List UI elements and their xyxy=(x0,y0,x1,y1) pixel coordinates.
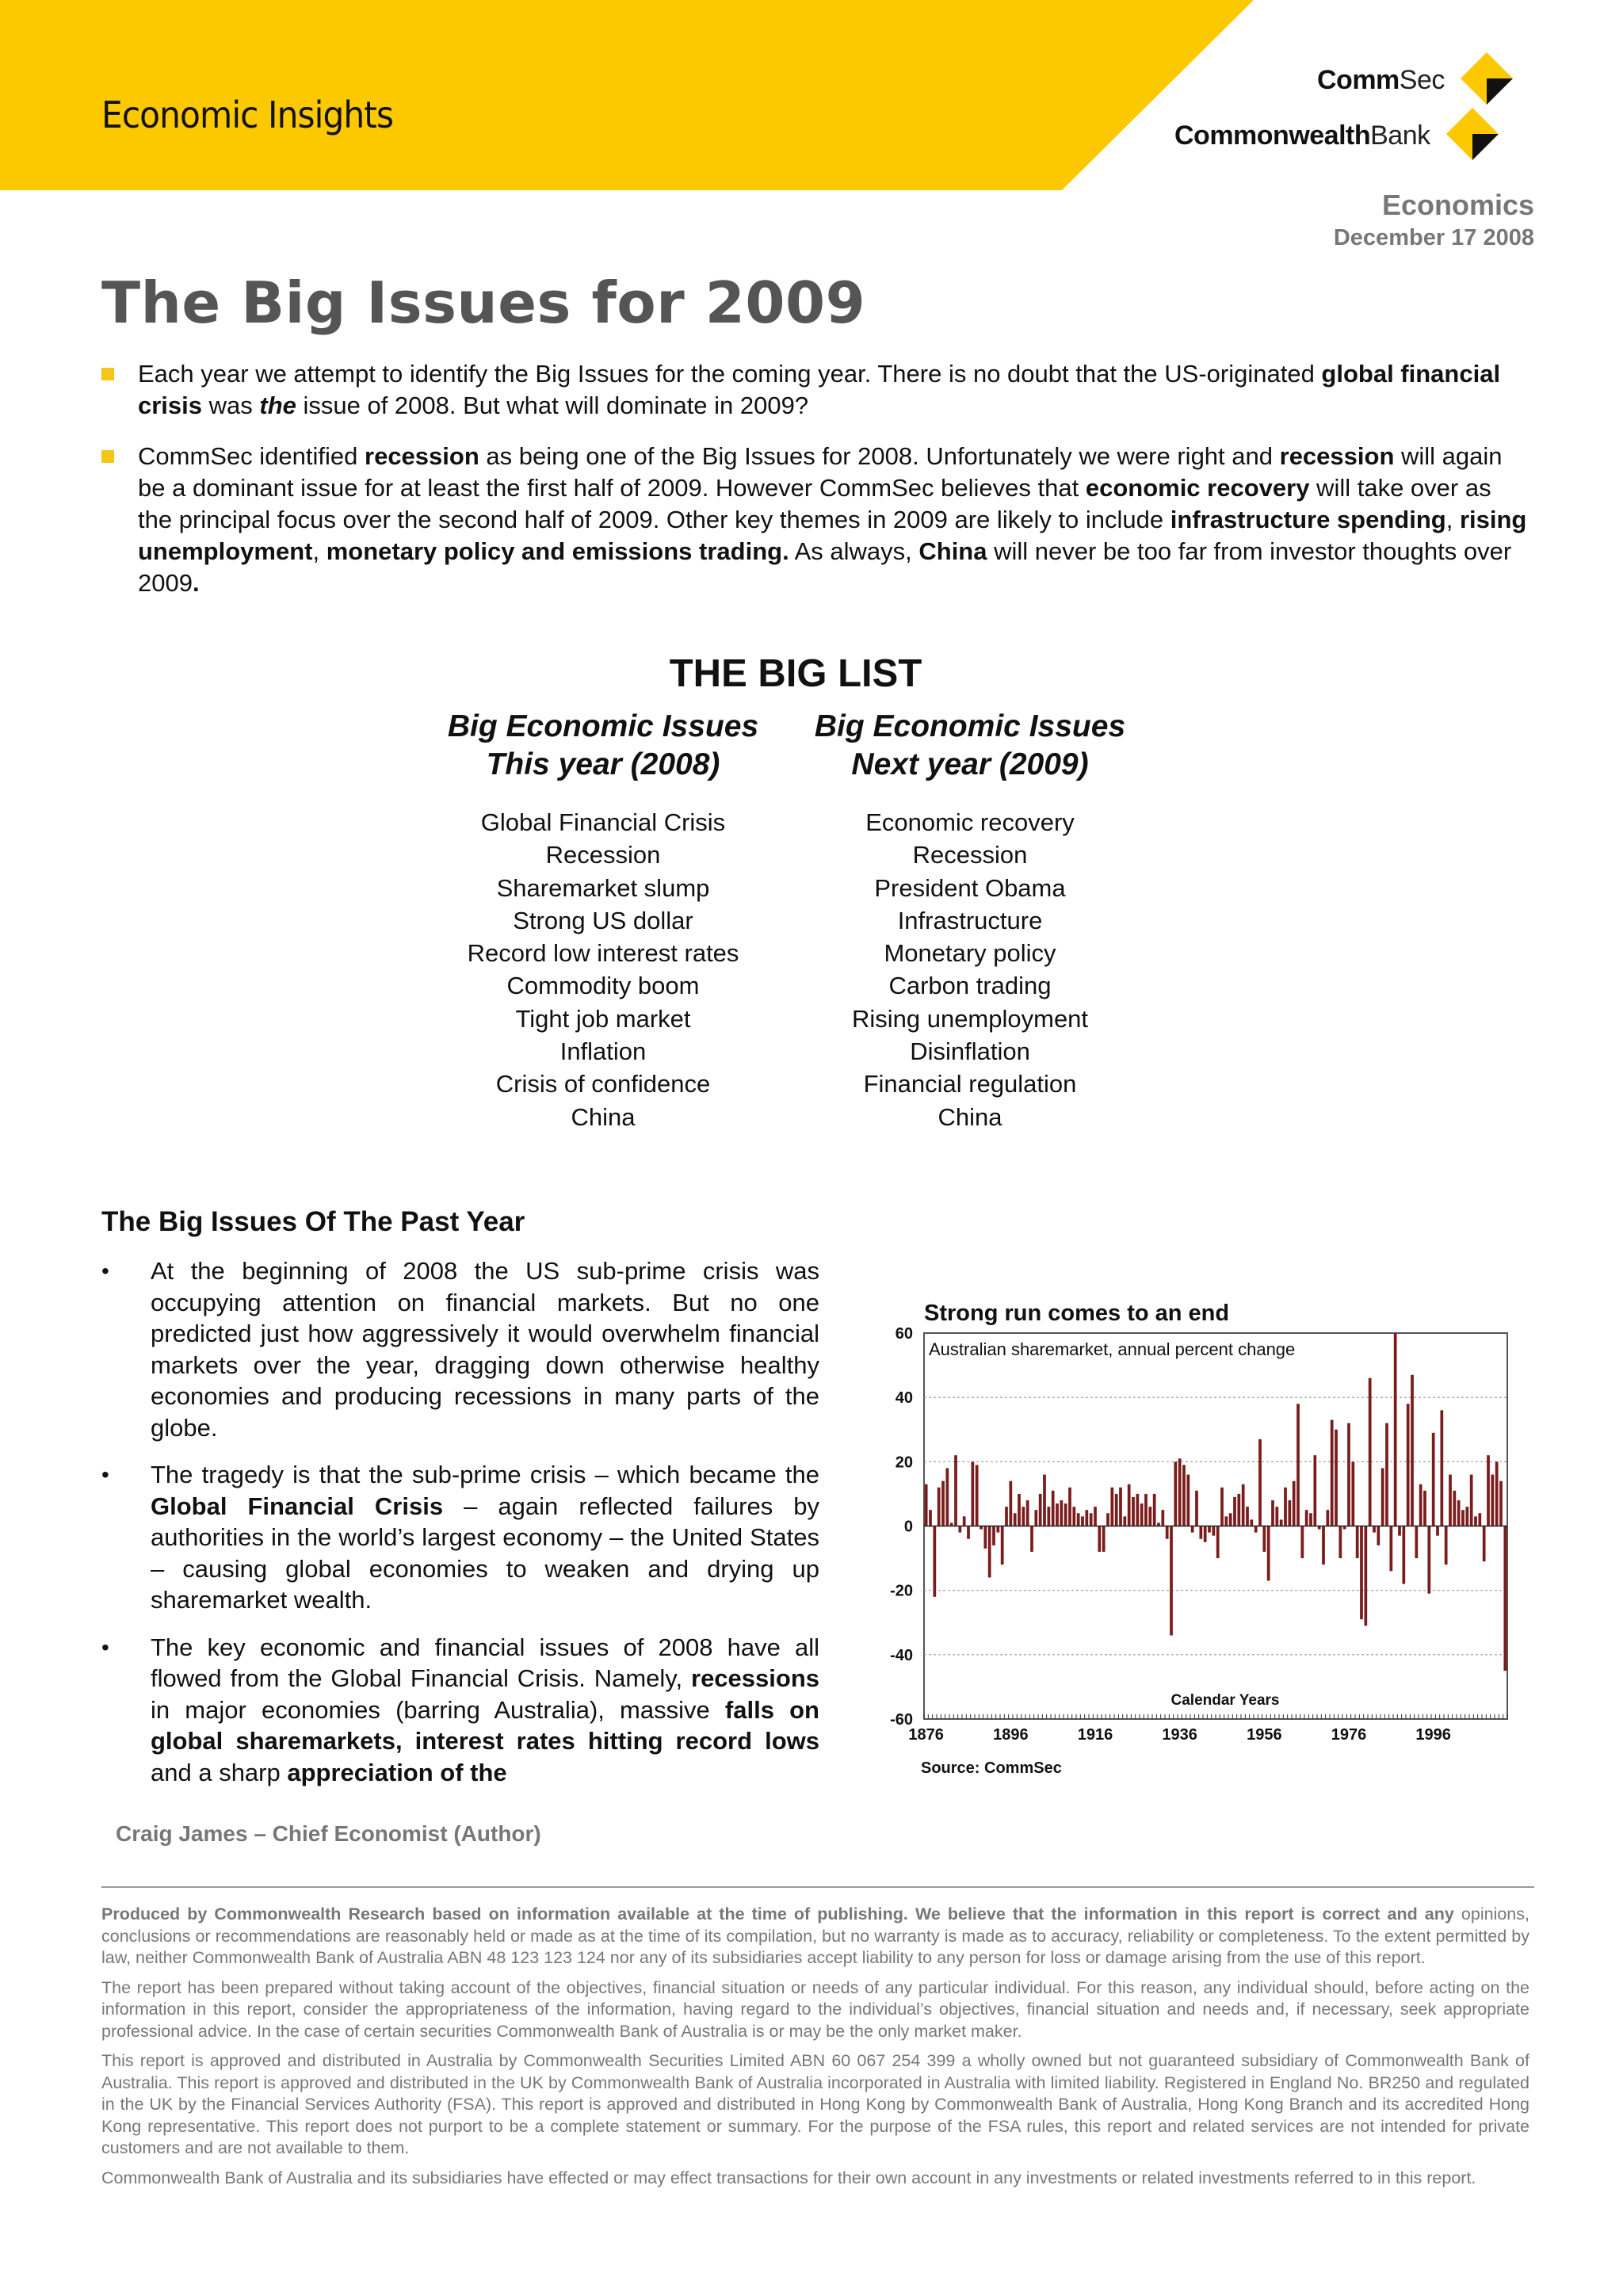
list-item: Record low interest rates xyxy=(467,939,739,968)
chart-bar xyxy=(1402,1526,1405,1584)
report-date: December 17 2008 xyxy=(1333,225,1534,250)
y-tick-label: -20 xyxy=(890,1582,913,1600)
intro-paragraph-2: CommSec identified recession as being one of the Big Issues for 2008. Unfortunately we were right and recession will again be a dominant issue for at least the first half of 2009. However CommSec believes that economic recovery will take over as the principal focus over the second half of 2009. Other key themes in 2009 are likely to include infrastructure spending, rising unemployment, monetary policy and emissions trading. As always, China will never be too far from investor thoughts over 2009. xyxy=(138,442,1527,597)
chart-bar xyxy=(954,1455,957,1526)
list-item: Global Financial Crisis xyxy=(480,808,726,836)
disclaimer-paragraph: This report is approved and distributed in Australia by Commonwealth Securities Limited ABN 60 067 254 399 a wholly owned but not guaranteed subsidiary of Commonwealth Bank of Australia. This report is approved and distributed in the UK by Commonwealth Bank of Australia incorporated in Australia with limited liability. Registered in England No. BR250 and regulated in the UK by the Financial Services Authority (FSA). This report is approved and distributed in Hong Kong by Commonwealth Bank of Australia, Hong Kong Branch and its accredited Hong Kong representative. This report does not purport to be a complete statement or summary. For the purpose of the FSA rules, this report and related services are not intended for private customers and are not available to them. xyxy=(101,2051,1529,2157)
commsec-logo-text: CommSec xyxy=(1317,64,1445,95)
chart-bar xyxy=(1039,1494,1042,1526)
list-item: Rising unemployment xyxy=(851,1004,1089,1033)
chart-bar xyxy=(1242,1484,1245,1526)
chart-bar xyxy=(1102,1526,1106,1552)
chart-bar xyxy=(1229,1513,1232,1526)
chart-bar xyxy=(1144,1494,1148,1526)
list-item: • The tragedy is that the sub-prime crisis – which became the Global Financial Crisis – again reflected failures by authorities in the world’s largest economy – the United States – causing global economies to weaken and drying up sharemarket wealth. xyxy=(101,1459,819,1616)
chart-bar xyxy=(1474,1516,1477,1526)
big-list-2008-column xyxy=(420,708,786,1133)
y-tick-label: 60 xyxy=(895,1325,913,1343)
commonwealth-bank-logo[interactable] xyxy=(1174,105,1503,166)
chart-bar xyxy=(1014,1513,1017,1526)
chart-bar xyxy=(1043,1475,1046,1526)
x-tick-label: 1956 xyxy=(1247,1726,1282,1744)
chart-bar xyxy=(938,1488,941,1526)
chart-bar xyxy=(1195,1491,1198,1526)
chart-bar xyxy=(1377,1526,1380,1545)
chart-title: Strong run comes to an end xyxy=(924,1301,1230,1326)
chart-bar xyxy=(1132,1497,1135,1526)
y-tick-label: 0 xyxy=(903,1518,913,1536)
chart-bar xyxy=(1503,1526,1507,1671)
chart-bar xyxy=(976,1465,979,1526)
chart-bar xyxy=(1394,1333,1397,1526)
chart-bar xyxy=(1495,1461,1499,1526)
chart-bar xyxy=(1373,1526,1376,1533)
chart-bar xyxy=(1060,1500,1063,1526)
chart-bar xyxy=(1237,1494,1240,1526)
list-item: President Obama xyxy=(874,873,1066,902)
chart-bar xyxy=(1119,1488,1122,1526)
chart-bar xyxy=(1491,1475,1494,1526)
chart-bar xyxy=(958,1526,961,1533)
chart-bar xyxy=(1415,1526,1418,1559)
chart-bar xyxy=(1356,1526,1359,1559)
list-item: Tight job market xyxy=(515,1004,691,1033)
chart-bar xyxy=(1300,1526,1304,1559)
list-item: China xyxy=(938,1102,1002,1131)
chart-bar xyxy=(1280,1519,1283,1526)
list-item: • The key economic and financial issues of 2008 have all flowed from the Global Financial Crisis. Namely, recessions in major economies (barring Australia), massive falls on global sharemarkets, interest rates hitting record lows and a sharp appreciation of the xyxy=(101,1632,819,1789)
chart-bar xyxy=(1440,1410,1443,1526)
chart-bar xyxy=(1081,1516,1084,1526)
chart-bar xyxy=(933,1526,936,1597)
square-bullet-icon xyxy=(101,368,114,380)
list-item: Commodity boom xyxy=(506,972,700,1000)
sharemarket-chart xyxy=(880,1293,1537,1785)
x-tick-label: 1936 xyxy=(1162,1726,1197,1744)
chart-bar xyxy=(1056,1503,1059,1526)
chart-bar xyxy=(1077,1513,1080,1526)
chart-bar xyxy=(971,1461,974,1526)
chart-bar xyxy=(1123,1516,1126,1526)
chart-bar xyxy=(988,1526,991,1578)
chart-bar xyxy=(1212,1526,1215,1536)
report-meta xyxy=(1334,189,1534,251)
chart-bar xyxy=(1148,1507,1151,1526)
chart-bar xyxy=(1313,1455,1316,1526)
chart-bar xyxy=(1478,1513,1481,1526)
chart-bar xyxy=(1293,1481,1296,1526)
chart-bar xyxy=(1445,1526,1448,1565)
chart-bar xyxy=(1407,1404,1410,1526)
chart-bar xyxy=(1064,1503,1067,1526)
big-list-2009 xyxy=(787,806,1153,1133)
list-item: Sharemarket slump xyxy=(496,873,710,902)
chart-bar xyxy=(1182,1465,1186,1526)
chart-bar xyxy=(996,1526,999,1533)
list-item: Disinflation xyxy=(910,1037,1030,1066)
y-tick-label: -60 xyxy=(890,1711,913,1729)
bullet-dot-icon: • xyxy=(101,1259,109,1283)
chart-bar xyxy=(1174,1461,1177,1526)
chart-bar xyxy=(1178,1458,1182,1526)
chart-bar xyxy=(963,1516,966,1526)
y-axis-ticks xyxy=(890,1325,913,1729)
bullet-dot-icon: • xyxy=(101,1634,109,1660)
chart-bar xyxy=(1098,1526,1101,1552)
chart-bar xyxy=(1166,1526,1169,1539)
list-item: • At the beginning of 2008 the US sub-prime crisis was occupying attention on financial markets. But no one predicted just how aggressively it would overwhelm financial markets over the year, dragging down otherwise healthy economies and producing recessions in many parts of the globe. xyxy=(101,1255,819,1443)
chart-bar xyxy=(1001,1526,1004,1565)
chart-bar xyxy=(967,1526,970,1539)
big-list-2009-column xyxy=(787,708,1153,1133)
chart-bar xyxy=(1034,1510,1037,1526)
intro-bullets xyxy=(101,358,1528,618)
chart-bar xyxy=(1335,1430,1338,1526)
chart-bar xyxy=(1423,1491,1426,1526)
chart-bar xyxy=(1483,1526,1486,1562)
column-heading: Big Economic Issues Next year (2009) xyxy=(814,709,1126,781)
chart-bar xyxy=(1331,1420,1334,1526)
chart-bar xyxy=(1220,1488,1224,1526)
chart-bar xyxy=(1322,1526,1325,1565)
chart-bar xyxy=(992,1526,995,1545)
big-list-2008 xyxy=(420,806,786,1133)
x-tick-label: 1896 xyxy=(993,1726,1029,1744)
chart-bar xyxy=(1487,1455,1490,1526)
chart-bar xyxy=(929,1510,932,1526)
chart-bar xyxy=(1254,1526,1258,1533)
chart-bar xyxy=(1271,1500,1274,1526)
chart-bar xyxy=(1309,1513,1312,1526)
chart-subtitle: Australian sharemarket, annual percent change xyxy=(929,1339,1296,1359)
chart-bar xyxy=(1427,1526,1430,1594)
chart-bar xyxy=(1465,1507,1468,1526)
intro-bullet xyxy=(101,358,1528,422)
chart-bar xyxy=(1246,1507,1249,1526)
chart-bar xyxy=(1022,1507,1025,1526)
chart-bar xyxy=(983,1526,987,1549)
chart-bar xyxy=(925,1484,928,1526)
chart-bar xyxy=(1170,1526,1173,1636)
chart-bar xyxy=(1419,1484,1423,1526)
column-heading: Big Economic Issues This year (2008) xyxy=(447,709,759,781)
chart-bar xyxy=(1457,1500,1461,1526)
chart-bar xyxy=(1161,1510,1164,1526)
chart-bar xyxy=(1284,1488,1287,1526)
chart-bar xyxy=(1216,1526,1220,1559)
y-tick-label: -40 xyxy=(890,1646,913,1664)
chart-bar xyxy=(1072,1507,1075,1526)
chart-bar xyxy=(1326,1510,1329,1526)
list-item: Inflation xyxy=(559,1037,647,1066)
author-credit: Craig James – Chief Economist (Author) xyxy=(116,1821,541,1846)
commonwealth-bank-logo-text: CommonwealthBank xyxy=(1174,120,1430,151)
chart-bar xyxy=(1267,1526,1270,1581)
list-item: Financial regulation xyxy=(863,1070,1077,1098)
chart-bar xyxy=(1233,1497,1236,1526)
chart-bar xyxy=(1026,1500,1029,1526)
chart-bar xyxy=(1199,1526,1202,1539)
y-tick-label: 40 xyxy=(895,1389,913,1408)
commsec-logo[interactable] xyxy=(1317,49,1518,111)
chart-bar xyxy=(1453,1491,1456,1526)
chart-bar xyxy=(1047,1507,1050,1526)
chart-bar xyxy=(1305,1510,1308,1526)
chart-bar xyxy=(1090,1513,1093,1526)
chart-bar xyxy=(1128,1484,1131,1526)
chart-bar xyxy=(1140,1503,1144,1526)
chart-bar xyxy=(1398,1526,1401,1536)
bullet-dot-icon: • xyxy=(101,1462,109,1487)
chart-bar xyxy=(945,1468,949,1526)
chart-bar xyxy=(1470,1475,1473,1526)
disclaimer-paragraph: The report has been prepared without taking account of the objectives, financial situation or needs of any particular individual. For this reason, any individual should, before acting on the information in this report, consider the appropriateness of the information, having regard to the individual’s objectives, financial situation and needs and, if necessary, seek appropriate professional advice. In the case of certain securities Commonwealth Bank of Australia is or may be the only market maker. xyxy=(101,1977,1529,2041)
chart-bar xyxy=(1369,1378,1372,1526)
chart-bar xyxy=(1018,1494,1021,1526)
chart-bar xyxy=(1347,1423,1350,1526)
series-title: Economic Insights xyxy=(101,94,394,136)
square-bullet-icon xyxy=(101,450,114,463)
chart-bar xyxy=(1250,1519,1253,1526)
list-item: Strong US dollar xyxy=(513,906,693,934)
list-item: Crisis of confidence xyxy=(495,1070,711,1098)
intro-paragraph-1: Each year we attempt to identify the Big Issues for the coming year. There is no doubt that the US-originated global financial crisis was the issue of 2008. But what will dominate in 2009? xyxy=(138,360,1501,419)
chart-bar xyxy=(1094,1507,1097,1526)
list-item: Monetary policy xyxy=(884,939,1056,968)
chart-bar xyxy=(1389,1526,1392,1572)
chart-bar xyxy=(1191,1526,1194,1533)
chart-bar xyxy=(1411,1375,1414,1526)
chart-bar xyxy=(1385,1423,1388,1526)
chart-bar xyxy=(1052,1491,1055,1526)
page-title: The Big Issues for 2009 xyxy=(101,269,866,336)
chart-bar xyxy=(1258,1439,1262,1526)
chart-bar xyxy=(1110,1488,1113,1526)
disclaimer-paragraph: Commonwealth Bank of Australia and its subsidiaries have effected or may effect transactions for their own account in any investments or related investments referred to in this report. xyxy=(101,2168,1476,2187)
x-tick-label: 1996 xyxy=(1415,1726,1451,1744)
diamond-logo-icon xyxy=(1442,105,1503,166)
y-tick-label: 20 xyxy=(895,1454,913,1472)
chart-bar xyxy=(1030,1526,1033,1552)
list-item: Economic recovery xyxy=(865,808,1075,836)
list-item: Infrastructure xyxy=(897,906,1043,934)
disclaimer-paragraph: Produced by Commonwealth Research based on information available at the time of publishing. We believe that the information in this report is correct and any opinions, conclusions or recommendations are reasonably held or made as at the time of its compilation, but no warranty is made as to accuracy, reliability or completeness. To the extent permitted by law, neither Commonwealth Bank of Australia ABN 48 123 123 124 nor any of its subsidiaries accept liability to any person for loss or damage arising from the use of this report. xyxy=(101,1904,1529,1967)
chart-bar xyxy=(1461,1510,1465,1526)
chart-bar xyxy=(1296,1404,1300,1526)
chart-bar xyxy=(1153,1494,1156,1526)
chart-bar xyxy=(1186,1475,1190,1526)
x-tick-label: 1916 xyxy=(1077,1726,1113,1744)
chart-source: Source: CommSec xyxy=(921,1759,1062,1777)
chart-bar xyxy=(1009,1481,1012,1526)
chart-bar xyxy=(1381,1468,1384,1526)
chart-bar xyxy=(1204,1526,1207,1542)
chart-bar xyxy=(1224,1516,1228,1526)
x-tick-label: 1976 xyxy=(1331,1726,1367,1744)
list-item: Recession xyxy=(545,841,661,869)
chart-bar xyxy=(1432,1433,1435,1526)
list-item: Recession xyxy=(912,841,1028,869)
chart-bar xyxy=(1085,1510,1088,1526)
list-item: Carbon trading xyxy=(888,972,1052,1000)
chart-bar xyxy=(1262,1526,1266,1552)
chart-bar xyxy=(1005,1507,1008,1526)
chart-bar xyxy=(1115,1494,1118,1526)
past-year-heading: The Big Issues Of The Past Year xyxy=(101,1206,525,1237)
chart-bar xyxy=(1360,1526,1363,1620)
chart-bar xyxy=(1106,1513,1109,1526)
disclaimer xyxy=(101,1904,1529,2197)
chart-bar xyxy=(1275,1507,1278,1526)
chart-bar xyxy=(1208,1526,1211,1533)
diamond-logo-icon xyxy=(1456,49,1518,111)
past-year-bullets xyxy=(101,1255,819,1804)
section-label: Economics xyxy=(1381,189,1534,221)
chart-bar xyxy=(1136,1494,1139,1526)
chart-bar xyxy=(1436,1526,1439,1536)
x-axis-label: Calendar Years xyxy=(1170,1692,1280,1709)
intro-bullet xyxy=(101,441,1528,599)
chart-bar xyxy=(1364,1526,1367,1626)
chart-bar xyxy=(941,1481,945,1526)
x-tick-label: 1876 xyxy=(908,1726,944,1744)
chart-bar xyxy=(1338,1526,1342,1559)
chart-bar xyxy=(1068,1488,1071,1526)
big-list-title: THE BIG LIST xyxy=(669,652,922,695)
list-item: China xyxy=(571,1102,636,1131)
chart-bar xyxy=(1499,1481,1503,1526)
chart-bar xyxy=(1288,1500,1291,1526)
divider xyxy=(101,1886,1534,1888)
chart-bar xyxy=(1351,1461,1354,1526)
chart-bar xyxy=(1449,1475,1452,1526)
